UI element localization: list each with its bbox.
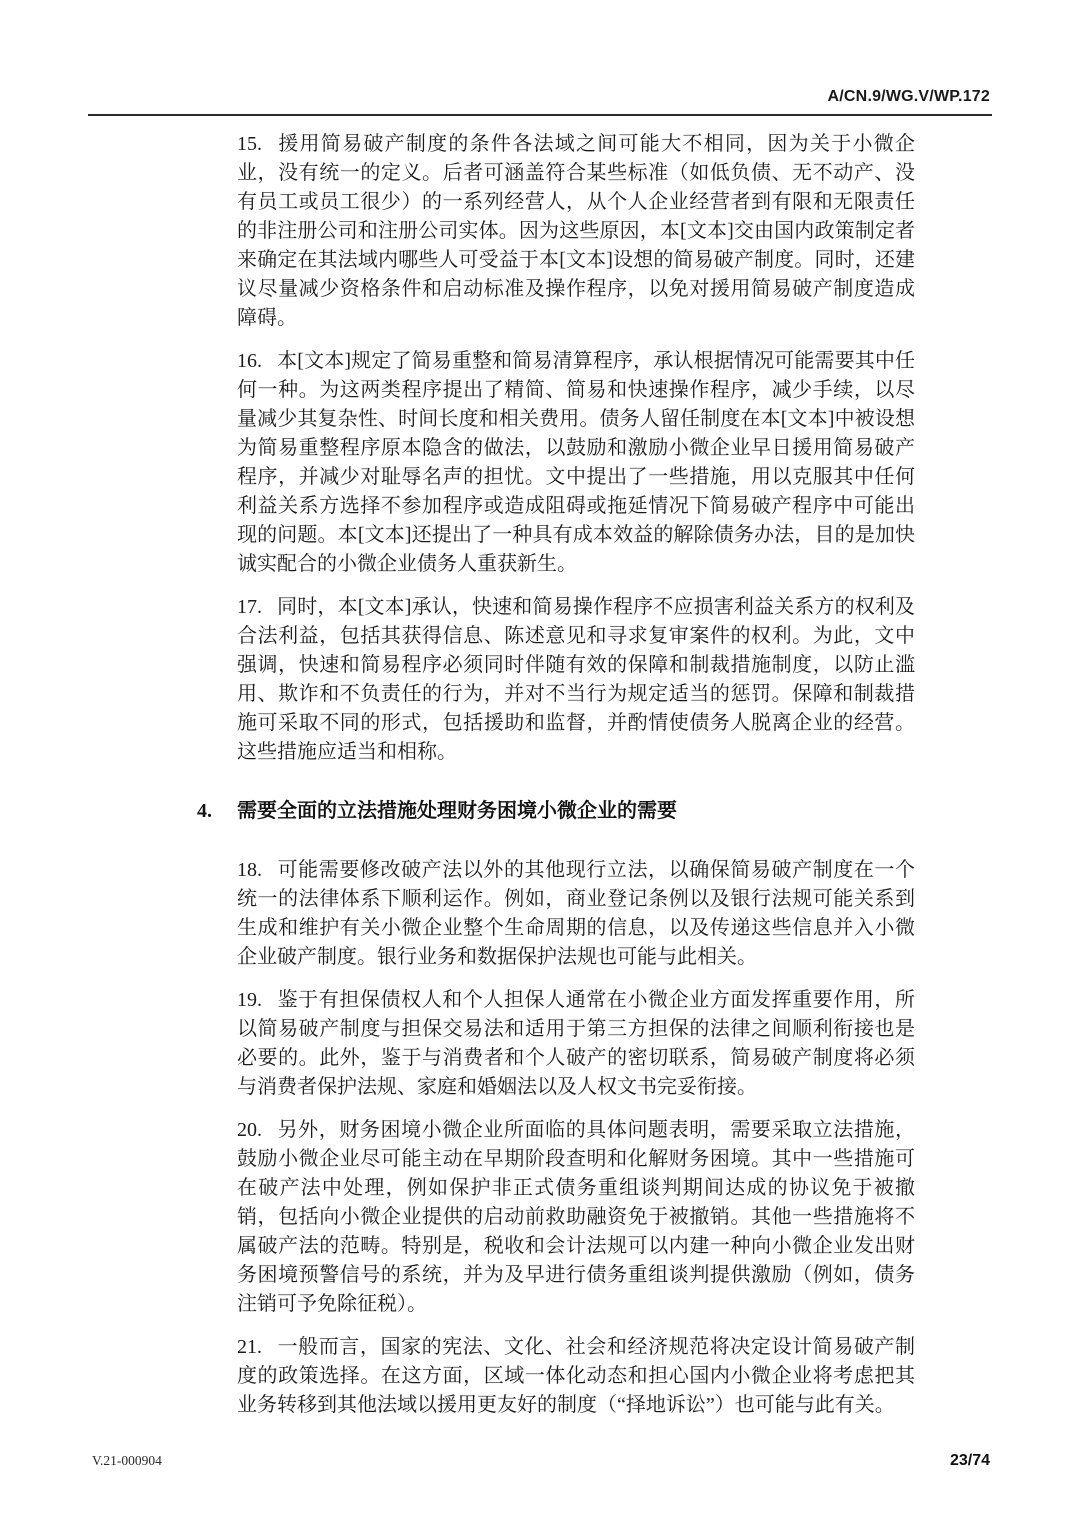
paragraph-20 [237, 1116, 915, 1319]
paragraph-text: 一般而言，国家的宪法、文化、社会和经济规范将决定设计简易破产制度的政策选择。在这方面，区域一体化动态和担心国内小微企业将考虑把其业务转移到其他法域以援用更友好的制度（“择地诉讼”）也可能与此有关。 [237, 1336, 915, 1416]
paragraph-number: 16. [237, 350, 262, 372]
page-footer [92, 1452, 990, 1470]
page-number: 23/74 [949, 1452, 990, 1469]
paragraph-text: 援用简易破产制度的条件各法域之间可能大不相同，因为关于小微企业，没有统一的定义。后者可涵盖符合某些标准（如低负债、无不动产、没有员工或员工很少）的一系列经营人，从个人企业经营者到有限和无限责任的非注册公司和注册公司实体。因为这些原因，本[文本]交由国内政策制定者来确定在其法域内哪些人可受益于本[文本]设想的简易破产制度。同时，还建议尽量减少资格条件和启动标准及操作程序，以免对援用简易破产制度造成障碍。 [237, 133, 915, 329]
paragraph-19 [237, 986, 915, 1102]
section-heading [197, 797, 915, 826]
paragraph-number: 21. [237, 1336, 262, 1358]
header-divider [88, 114, 992, 116]
paragraph-16 [237, 347, 915, 579]
document-body [197, 130, 915, 1434]
paragraph-21 [237, 1333, 915, 1420]
paragraph-number: 15. [237, 133, 262, 155]
paragraph-number: 18. [237, 859, 262, 881]
paragraph-text: 可能需要修改破产法以外的其他现行立法，以确保简易破产制度在一个统一的法律体系下顺利运作。例如，商业登记条例以及银行法规可能关系到生成和维护有关小微企业整个生命周期的信息，以及传递这些信息并入小微企业破产制度。银行业务和数据保护法规也可能与此相关。 [237, 859, 915, 968]
section-title: 需要全面的立法措施处理财务困境小微企业的需要 [237, 800, 677, 822]
paragraph-text: 本[文本]规定了简易重整和简易清算程序，承认根据情况可能需要其中任何一种。为这两类程序提出了精简、简易和快速操作程序，减少手续，以尽量减少其复杂性、时间长度和相关费用。债务人留任制度在本[文本]中被设想为简易重整程序原本隐含的做法，以鼓励和激励小微企业早日援用简易破产程序，并减少对耻辱名声的担忧。文中提出了一些措施，用以克服其中任何利益关系方选择不参加程序或造成阻碍或拖延情况下简易破产程序中可能出现的问题。本[文本]还提出了一种具有成本效益的解除债务办法，目的是加快诚实配合的小微企业债务人重获新生。 [237, 350, 915, 575]
paragraph-number: 17. [237, 596, 262, 618]
paragraph-number: 20. [237, 1119, 262, 1141]
paragraph-17 [237, 593, 915, 767]
job-number: V.21-000904 [92, 1453, 162, 1468]
page-header [88, 88, 990, 106]
paragraph-number: 19. [237, 989, 262, 1011]
paragraph-15 [237, 130, 915, 333]
section-number: 4. [197, 800, 212, 822]
paragraph-text: 鉴于有担保债权人和个人担保人通常在小微企业方面发挥重要作用，所以简易破产制度与担保交易法和适用于第三方担保的法律之间顺利衔接也是必要的。此外，鉴于与消费者和个人破产的密切联系，简易破产制度将必须与消费者保护法规、家庭和婚姻法以及人权文书完妥衔接。 [237, 989, 915, 1098]
paragraph-18 [237, 856, 915, 972]
paragraph-text: 同时，本[文本]承认，快速和简易操作程序不应损害利益关系方的权利及合法利益，包括其获得信息、陈述意见和寻求复审案件的权利。为此，文中强调，快速和简易程序必须同时伴随有效的保障和制裁措施制度，以防止滥用、欺诈和不负责任的行为，并对不当行为规定适当的惩罚。保障和制裁措施可采取不同的形式，包括援助和监督，并酌情使债务人脱离企业的经营。这些措施应适当和相称。 [237, 596, 915, 763]
document-symbol: A/CN.9/WG.V/WP.172 [827, 88, 990, 105]
paragraph-text: 另外，财务困境小微企业所面临的具体问题表明，需要采取立法措施，鼓励小微企业尽可能主动在早期阶段查明和化解财务困境。其中一些措施可在破产法中处理，例如保护非正式债务重组谈判期间达成的协议免于被撤销，包括向小微企业提供的启动前救助融资免于被撤销。其他一些措施将不属破产法的范畴。特别是，税收和会计法规可以内建一种向小微企业发出财务困境预警信号的系统，并为及早进行债务重组谈判提供激励（例如，债务注销可予免除征税）。 [237, 1119, 915, 1315]
